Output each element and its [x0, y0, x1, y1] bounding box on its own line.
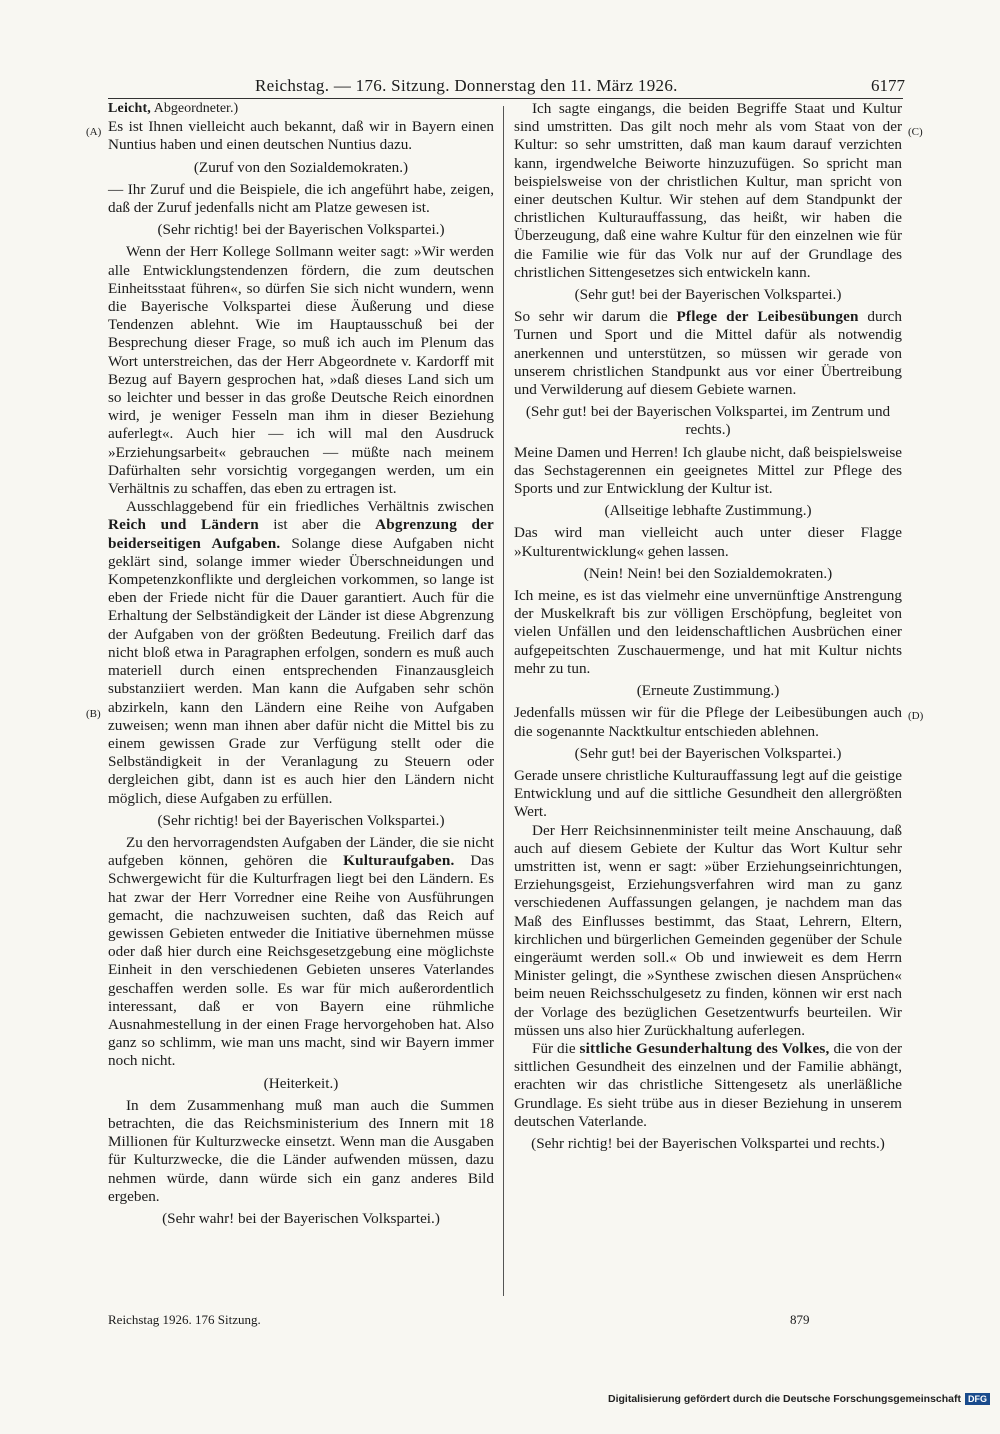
text-run: Solange diese Aufgaben nicht geklärt sind, solange immer wieder Überschneidungen und Kompetenzkonflikte und dergleichen vorkommen, so lange ist eben der Friede nicht für die Dauer garantiert. Auch für die Erhaltung der Selbständigkeit der Länder ist diese Abgrenzung der Aufgaben von der größten Bedeutung. Freilich darf das nicht bloß etwa in Paragraphen erfolgen, sondern es muß auch materiell durch einen entsprechenden Finanzausgleich substanziiert werden. Man kann die Aufgaben sehr schön abzirkeln, kann den Ländern eine Reihe von Aufgaben zuweisen; wenn man ihnen aber dafür nicht die Mittel bis zu einem gewissen Grade zur Verfügung stellt oder die Selbständigkeit in der Veranlagung zu Steuern oder dergleichen gibt, dann ist es auch hier den Ländern nicht möglich, diese Aufgaben zu erfüllen. — [108, 534, 494, 807]
interjection: (Zuruf von den Sozialdemokraten.) — [193, 158, 409, 176]
emphasis: Reich und Ländern — [108, 516, 259, 534]
emphasis: Abgrenzung der beiderseitigen Aufgaben. — [108, 516, 495, 552]
interjection: (Sehr richtig! bei der Bayerischen Volkspartei.) — [157, 221, 445, 239]
digitization-credit — [608, 1393, 990, 1405]
interjection: (Sehr richtig! bei der Bayerischen Volkspartei.) — [157, 811, 445, 829]
interjection: (Sehr richtig! bei der Bayerischen Volkspartei und rechts.) — [531, 1134, 885, 1152]
speaker-role: Abgeordneter.) — [153, 101, 239, 116]
footer-sheet-number: 879 — [790, 1312, 810, 1327]
paragraph: — Ihr Zuruf und die Beispiele, die ich angeführt habe, zeigen, daß der Zuruf jedenfalls nicht am Platze gewesen ist. — [108, 180, 494, 217]
emphasis: sittliche Gesunderhaltung des Volkes, — [579, 1039, 830, 1057]
margin-mark-d: (D) — [908, 710, 924, 722]
column-divider — [503, 106, 504, 1296]
page-header — [105, 76, 905, 98]
paragraph: In dem Zusammenhang muß man auch die Summen betrachten, die das Reichsministerium des Innern mit 18 Millionen für Kulturzwecke einsetzt. Wenn man die Ausgaben für Kulturzwecke, die die Länder aufwenden müssen, dazu nehmen würde, dann würde sich ein ganz anderes Bild ergeben. — [108, 1096, 494, 1205]
paragraph — [514, 308, 902, 399]
paragraph — [514, 1040, 902, 1131]
credit-text: Digitalisierung gefördert durch die Deutsche Forschungsgemeinschaft — [608, 1393, 961, 1405]
speaker-name: Leicht, — [108, 101, 152, 116]
paragraph: Jedenfalls müssen wir für die Pflege der Leibesübungen auch die sogenannte Nacktkultur entschieden ablehnen. — [514, 704, 902, 740]
interjection: (Sehr gut! bei der Bayerischen Volkspartei.) — [574, 744, 842, 762]
margin-mark-c: (C) — [908, 126, 923, 138]
text-run: Das Schwergewicht für die Kulturfragen liegt bei den Ländern. Es hat zwar der Herr Vorredner eine Reihe von Ausführungen gemacht, die nachzuweisen suchten, daß das Reich auf gewissen Gebieten entweder die Initiative übernehmen müsse oder daß hier durch eine Reichsgesetzgebung eine möglichste Einheit in den verschiedenen Gebieten unseres Vaterlandes geschaffen werden solle. Es war für mich außerordentlich interessant, daß er von Bayern eine rühmliche Ausnahmestellung in der einen Frage hervorgehoben hat. Also ganz so schlimm, wie man uns macht, sind wir Bayern immer noch nicht. — [108, 852, 494, 1070]
paragraph: Wenn der Herr Kollege Sollmann weiter sagt: »Wir werden alle Entwicklungstendenzen fördern, die zum deutschen Einheitsstaat führen«, so dürfen Sie sich nicht wundern, wenn die Bayerische Volkspartei diese Äußerung und diese Tendenzen ablehnt. Wie im Hauptausschuß bei der Besprechung dieser Frage, so muß ich auch im Plenum das Wort unterstreichen, das der Herr Abgeordnete v. Kardorff mit Bezug auf Bayern gesprochen hat, »daß dieses Land sich um so leichter und besser in das große Deutsche Reich einordnen wird, je weniger Fesseln man ihm in dieser Beziehung auferlegt«. Auch hier — ich will mal den Ausdruck »Erziehungsarbeit« gebrauchen — müßte nach meinem Dafürhalten sehr vorsichtig vorgegangen werden, um ein Verhältnis zu schaffen, das eben zu ertragen ist. — [108, 243, 494, 498]
dfg-logo: DFG — [965, 1393, 990, 1405]
margin-mark-b: (B) — [86, 708, 101, 720]
text-run: die von der sittlichen Gesundheit des einzelnen und der Familie abhängt, erachten wir das christliche Sittengesetz als unerläßliche Grundlage. Es sieht trübe aus in dieser Beziehung in unserem deutschen Vaterlande. — [514, 1039, 903, 1130]
paragraph: Meine Damen und Herren! Ich glaube nicht, daß beispielsweise das Sechstagerennen ein geeignetes Mittel zur Pflege des Sports und zur Entwicklung der Kultur ist. — [514, 443, 902, 498]
paragraph: Es ist Ihnen vielleicht auch bekannt, daß wir in Bayern einen Nuntius haben und einen deutschen Nuntius dazu. — [108, 118, 494, 154]
paragraph: Der Herr Reichsinnenminister teilt meine Anschauung, daß auch auf diesem Gebiete der Kultur das Wort Kultur sehr umstritten ist, wenn er sagt: »über Erziehungseinrichtungen, Erziehungsgeist, Erziehungsverfahren wird man zu ganz verschiedenen Auffassungen gelangen, je nachdem man das Maß des Einflusses bestimmt, das Staat, Lehrern, Eltern, kirchlichen und bürgerlichen Gemeinden gegenüber der Schule eingeräumt werden soll.« Ob und inwieweit es dem Herrn Minister gelingt, die »Synthese zwischen diesen Ansprüchen« beim neuen Reichsschulgesetz zu finden, können wir erst nach der Vorlage des bezüglichen Gesetzentwurfs beurteilen. Wir müssen uns also hier Zurückhaltung auferlegen. — [514, 821, 902, 1039]
text-run: durch Turnen und Sport und die Mittel dafür als notwendig anerkennen und unterstützen, so müssen wir gerade von unserem christlichen Standpunkt aus vor einer Übertreibung und Verwilderung auf diesem Gebiete warnen. — [514, 308, 902, 399]
left-column — [108, 100, 494, 1232]
text-run: So sehr wir darum die — [514, 308, 668, 326]
interjection: (Sehr gut! bei der Bayerischen Volkspartei.) — [574, 286, 842, 304]
text-run: Zu den hervorragendsten Aufgaben der Länder, die sie nicht aufgeben können, gehören die — [108, 833, 494, 870]
interjection: (Sehr gut! bei der Bayerischen Volkspartei, im Zentrum und rechts.) — [525, 403, 891, 439]
interjection: (Nein! Nein! bei den Sozialdemokraten.) — [583, 564, 833, 582]
paragraph — [108, 834, 494, 1071]
header-title: Reichstag. — 176. Sitzung. Donnerstag den 11. März 1926. — [255, 76, 678, 95]
speaker-line — [108, 100, 494, 118]
interjection: (Allseitige lebhafte Zustimmung.) — [604, 502, 812, 520]
paragraph: Ich sagte eingangs, die beiden Begriffe Staat und Kultur sind umstritten. Das gilt noch mehr als vom Staat von der Kultur: so sehr umstritten, daß man kaum darauf verzichten kann, irgendwelche Beiworte hinzuzufügen. So spricht man beispielsweise von der christlichen Kultur, man spricht von einer deutschen Kultur. Wir stehen auf dem Standpunkt der christlichen Kulturauffassung, das heißt, wir haben die Überzeugung, daß eine wahre Kultur für den einzelnen wie für die Familie wie für das Volk nur auf der Grundlage des christlichen Sittengesetzes sich entwickeln kann. — [514, 100, 902, 281]
footer-signature: Reichstag 1926. 176 Sitzung. — [108, 1312, 261, 1327]
paragraph: Das wird man vielleicht auch unter dieser Flagge »Kulturentwicklung« gehen lassen. — [514, 524, 902, 560]
interjection: (Sehr wahr! bei der Bayerischen Volkspartei.) — [162, 1209, 440, 1227]
interjection: (Erneute Zustimmung.) — [636, 682, 780, 700]
emphasis: Pflege der Leibesübungen — [676, 308, 859, 326]
margin-mark-a: (A) — [86, 126, 102, 138]
text-run: Für die — [532, 1039, 576, 1057]
paragraph — [108, 498, 494, 807]
interjection: (Heiterkeit.) — [263, 1074, 339, 1092]
text-run: ist aber die — [273, 516, 361, 534]
paragraph: Ich meine, es ist das vielmehr eine unvernünftige Anstrengung der Muskelkraft bis zur völligen Erschöpfung, begleitet von vielen Unfällen und den leidenschaftlichen Ausbrüchen einer aufgepeitschten Zuschauermenge, und hat mit Kultur nichts mehr zu tun. — [514, 587, 902, 677]
header-rule — [108, 98, 903, 99]
text-run: Ausschlaggebend für ein friedliches Verhältnis zwischen — [126, 498, 494, 516]
emphasis: Kulturaufgaben. — [343, 852, 455, 870]
right-column — [514, 100, 902, 1157]
paragraph: Gerade unsere christliche Kulturauffassung legt auf die geistige Entwicklung und auf die sittliche Gesundheit den allergrößten Wert. — [514, 766, 902, 821]
page-number: 6177 — [871, 76, 905, 95]
